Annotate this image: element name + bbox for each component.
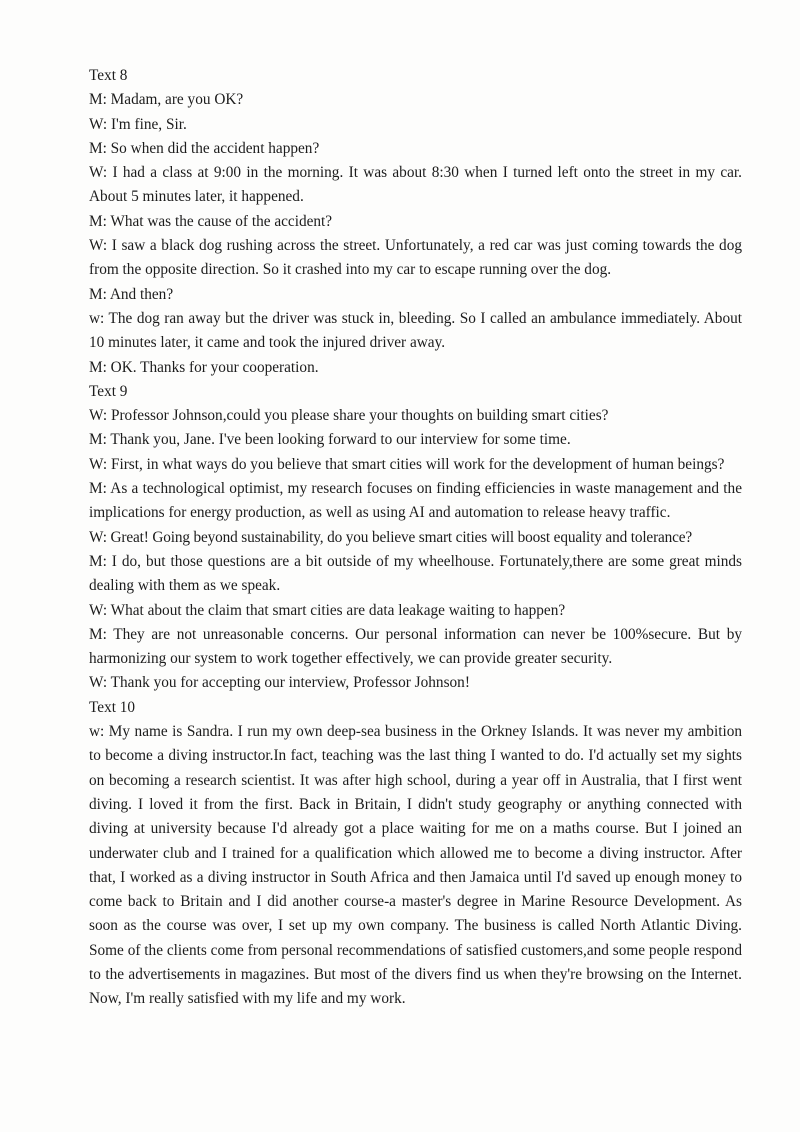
dialogue-line: M: What was the cause of the accident?: [89, 212, 333, 230]
monologue-passage: w: My name is Sandra. I run my own deep-sea business in the Orkney Islands. It was never my ambition to become a diving instructor.In fact, teaching was the last thing I wanted to do. I'd actually set my sights on becoming a research scientist. It was after high school, during a year off in Australia, that I first went diving. I loved it from the first. Back in Britain, I didn't study geography or anything connected with diving at university because I'd already got a place waiting for me on a maths course. But I joined an underwater club and I trained for a qualification which allowed me to become a diving instructor. After that, I worked as a diving instructor in South Africa and then Jamaica until I'd saved up enough money to come back to Britain and I did another course-a master's degree in Marine Resource Development. As soon as the course was over, I set up my own company. The business is called North Atlantic Diving. Some of the clients come from personal recommendations of satisfied customers,and some people respond to the advertisements in magazines. But most of the divers find us when they're browsing on the Internet. Now, I'm really satisfied with my life and my work.: [89, 723, 742, 1008]
dialogue-line: W: What about the claim that smart cities are data leakage waiting to happen?: [89, 601, 566, 619]
section-text-10: [89, 696, 742, 1012]
section-text-9: [89, 380, 742, 696]
dialogue-line: W: I saw a black dog rushing across the street. Unfortunately, a red car was just coming towards the dog from the opposite direction. So it crashed into my car to escape running over the dog.: [89, 237, 742, 279]
dialogue-line: W: I had a class at 9:00 in the morning. It was about 8:30 when I turned left onto the street in my car. About 5 minutes later, it happened.: [89, 164, 742, 206]
section-heading: Text 10: [89, 698, 136, 716]
section-heading: Text 9: [89, 382, 128, 400]
dialogue-line: M: So when did the accident happen?: [89, 139, 320, 157]
dialogue-line: W: Great! Going beyond sustainability, do you believe smart cities will boost equality and tolerance?: [89, 528, 693, 546]
dialogue-line: M: As a technological optimist, my research focuses on finding efficiencies in waste management and the implications for energy production, as well as using AI and automation to release heavy traffic.: [89, 480, 742, 522]
dialogue-line: M: OK. Thanks for your cooperation.: [89, 358, 319, 376]
dialogue-line: M: And then?: [89, 285, 174, 303]
dialogue-line: M: Madam, are you OK?: [89, 91, 244, 109]
dialogue-line: W: Professor Johnson,could you please share your thoughts on building smart cities?: [89, 407, 609, 425]
dialogue-line: M: Thank you, Jane. I've been looking forward to our interview for some time.: [89, 431, 571, 449]
dialogue-line: M: They are not unreasonable concerns. Our personal information can never be 100%secure. But by harmonizing our system to work together effectively, we can provide greater security.: [89, 625, 742, 668]
dialogue-line: M: I do, but those questions are a bit outside of my wheelhouse. Fortunately,there are some great minds dealing with them as we speak.: [89, 552, 742, 595]
dialogue-line: W: Thank you for accepting our interview, Professor Johnson!: [89, 674, 470, 692]
dialogue-line: W: I'm fine, Sir.: [89, 115, 187, 133]
section-text-8: [89, 64, 742, 380]
dialogue-line: W: First, in what ways do you believe that smart cities will work for the development of human beings?: [89, 455, 725, 473]
dialogue-line: w: The dog ran away but the driver was stuck in, bleeding. So I called an ambulance immediately. About 10 minutes later, it came and took the injured driver away.: [89, 309, 742, 352]
section-heading: Text 8: [89, 67, 128, 84]
